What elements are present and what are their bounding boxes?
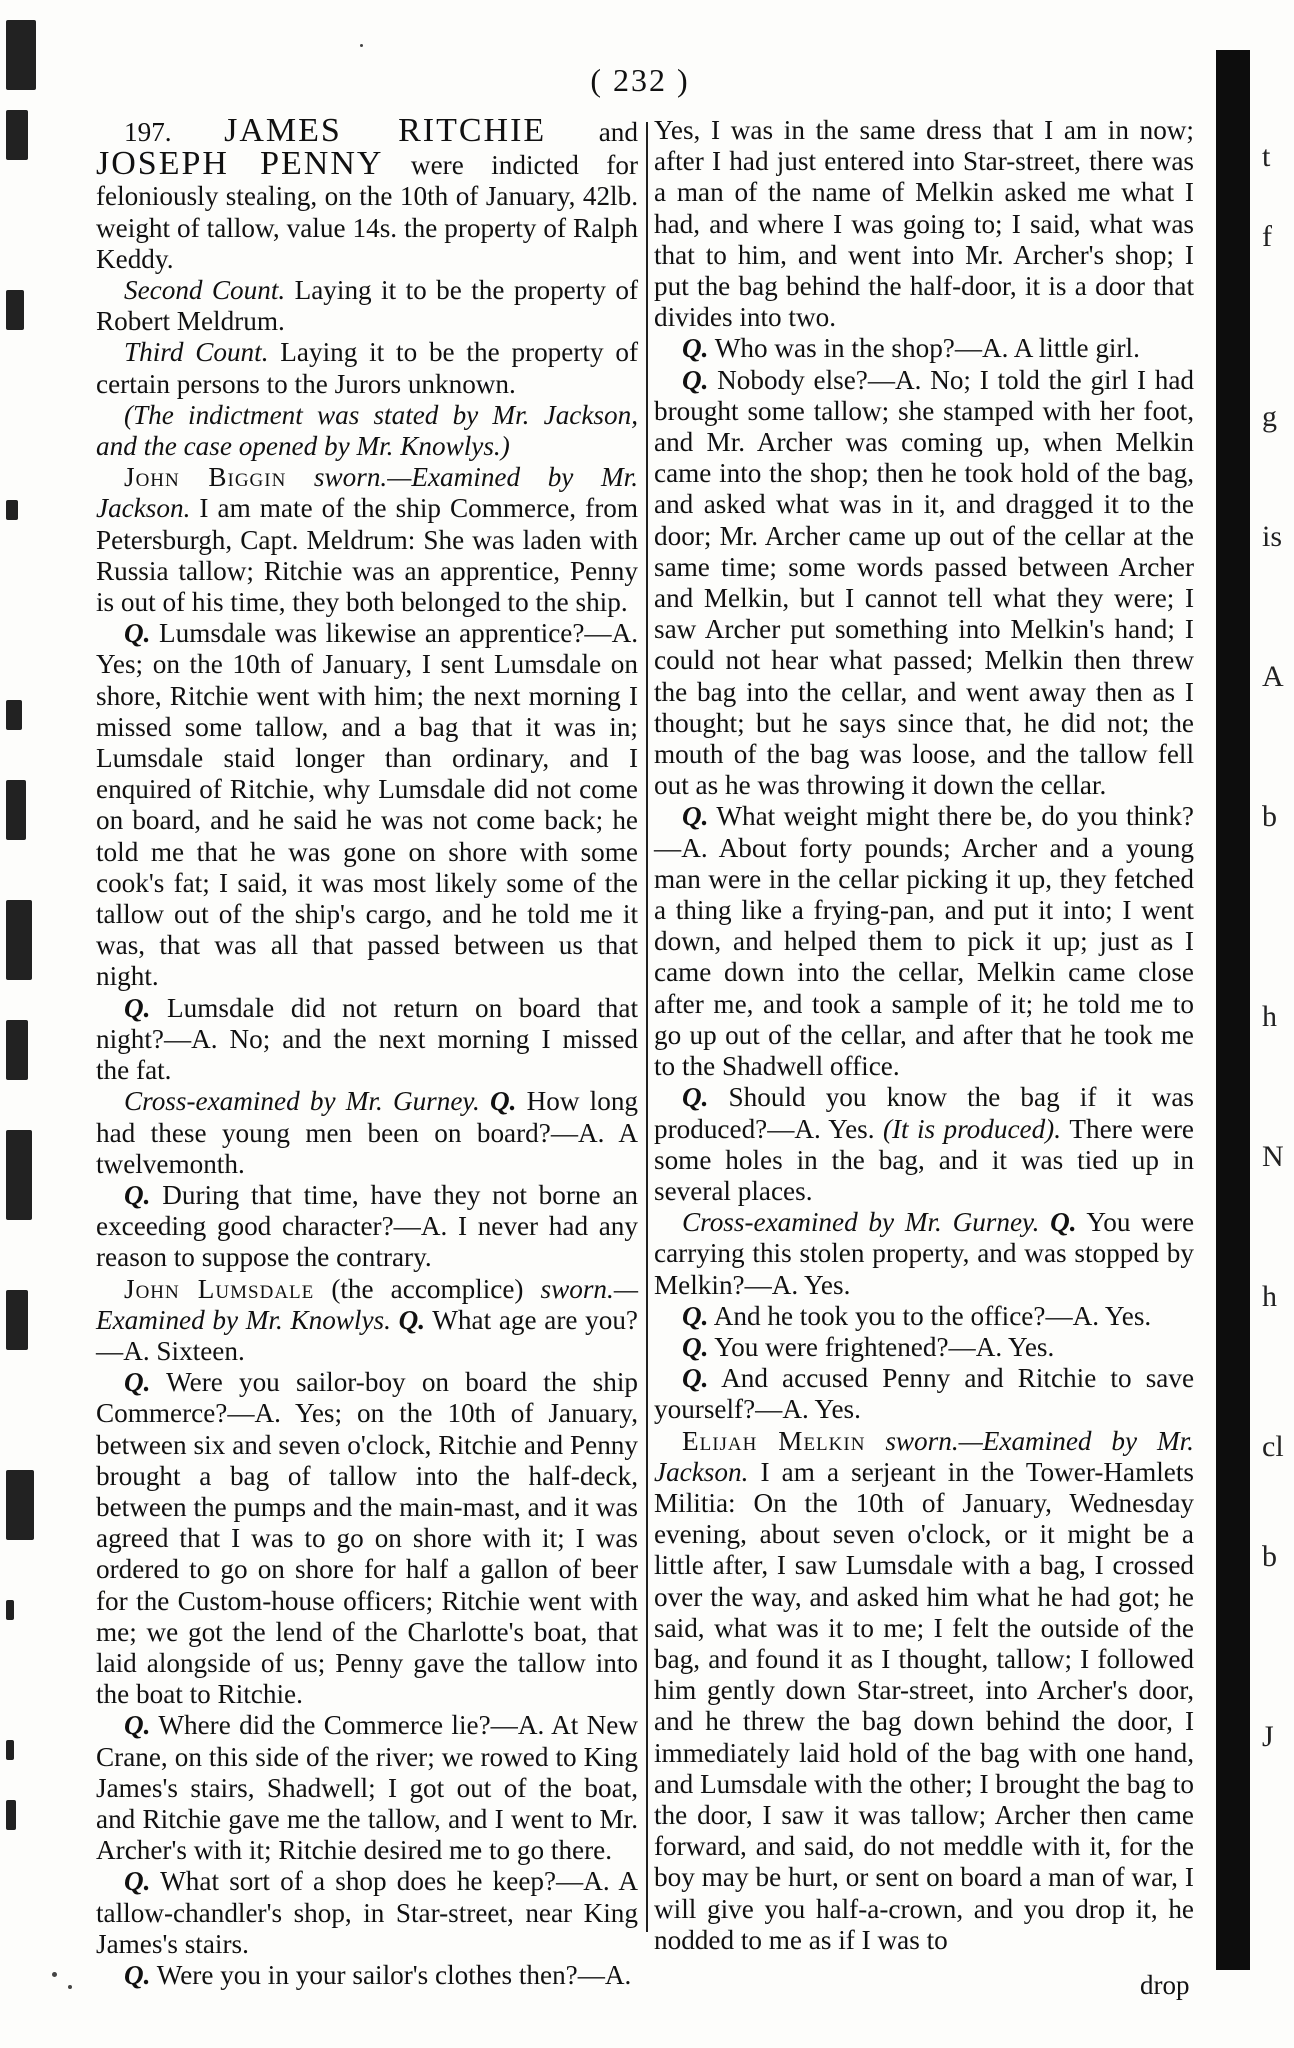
melkin-testimony: Elijah Melkin sworn.—Examined by Mr. Jackson. I am a serjeant in the Tower-Hamlets Militia: On the 10th of January, Wednesday evening, about seven o'clock, or it might be a little after, I saw Lumsdale with a bag, I crossed over the way, and asked him what he had got; he said, what was it to me; I felt the outside of the bag, and found it as I thought, tallow; I followed him gently down Star-street, into Archer's door, and he threw the bag down behind the door, I immediately laid hold of the bag with one hand, and Lumsdale with the other; I brought the bag to the door, I saw it was tallow; Archer then came forward, and said, do not meddle with it, for the boy may be hurt, or sent on board a man of war, I will give you half-a-crown, and you drop it, he nodded to me as if I was to [654,1425,1194,1955]
speck [360,44,363,47]
question-weight: Q. What weight might there be, do you think?—A. About forty pounds; Archer and a young man were in the cellar picking it up, they fetched a thing like a frying-pan, and put it into; I went down, and helped them to pick it up; just as I came down into the cellar, Melkin came close after me, and took a sample of it; he told me to go up out of the cellar, and after that he took me to the Shadwell office. [654,801,1194,1082]
biggin-testimony: John Biggin sworn.—Examined by Mr. Jackson. I am mate of the ship Commerce, from Petersburgh, Capt. Meldrum: She was laden with Russia tallow; Ritchie was an apprentice, Penny is out of his time, they both belonged to the ship. [96,462,638,618]
page-number: ( 232 ) [590,62,690,98]
speck [68,1985,72,1989]
left-binding-margin [0,0,60,2048]
answer-continued: Yes, I was in the same dress that I am in now; after I had just entered into Star-street, there was a man of the name of Melkin asked me what I had, and where I was going to; I said, what was that to him, and went into Mr. Archer's shop; I put the bag behind the half-door, it is a door that divides into two. [654,115,1194,333]
adjacent-page-fragment: t f g is A b h N h cl b J [1262,140,1284,1753]
speck [52,1972,57,1977]
third-count: Third Count. Laying it to be the property of certain persons to the Jurors unknown. [96,337,638,399]
lumsdale-sworn: John Lumsdale (the accomplice) sworn.—Examined by Mr. Knowlys. Q. What age are you?—A. Sixteen. [96,1273,638,1366]
right-column [654,115,1194,1956]
question-sailor-boy: Q. Were you sailor-boy on board the ship Commerce?—A. Yes; on the 10th of January, between six and seven o'clock, Ritchie and Penny brought a bag of tallow into the half-deck, between the pumps and the main-mast, and it was agreed that I was to go on shore with it; I was ordered to go on shore for half a gallon of beer for the Custom-house officers; Ritchie went with me; we got the lend of the Charlotte's boat, that laid alongside of us; Penny gave the tallow into the boat to Ritchie. [96,1367,638,1710]
catchword: drop [1140,1970,1190,2000]
question-clothes: Q. Were you in your sailor's clothes then?—A. [124,1959,632,1990]
question-bag-produced: Q. Should you know the bag if it was produced?—A. Yes. (It is produced). There were some holes in the bag, and it was tied up in several places. [654,1082,1194,1206]
question-commerce-lie: Q. Where did the Commerce lie?—A. At New Crane, on this side of the river; we rowed to King James's stairs, Shadwell; I got out of the boat, and Ritchie gave me the tallow, and I went to Mr. Archer's with it; Ritchie desired me to go there. [96,1710,638,1866]
question-who-in-shop: Q. Who was in the shop?—A. A little girl. [682,333,1140,364]
question-shop: Q. What sort of a shop does he keep?—A. A tallow-chandler's shop, in Star-street, near King James's stairs. [96,1866,638,1959]
question-lumsdale-apprentice: Q. Lumsdale was likewise an apprentice?—A. Yes; on the 10th of January, I sent Lumsdale on shore, Ritchie went with him; the next morning I missed some tallow, and a bag that it was in; Lumsdale staid longer than ordinary, and I enquired of Ritchie, why Lumsdale did not come on board, and he said he was not come back; he told me that he was gone on shore with some cook's fat; I said, it was most likely some of the tallow out of the ship's cargo, and he told me it was, that was all that passed between us that night. [96,618,639,992]
question-nobody-else: Q. Nobody else?—A. No; I told the girl I had brought some tallow; she stamped with her foot, and Mr. Archer was coming up, when Melkin came into the shop; then he took hold of the bag, and asked what was in it, and dragged it to the door; Mr. Archer came up out of the cellar at the same time; some words passed between Archer and Melkin, but I cannot tell what they were; I saw Archer put something into Melkin's hand; I could not hear what passed; Melkin then threw the bag into the cellar, and went away then as I thought; but he says since that, he did not; the mouth of the bag was loose, and the tallow fell out as he was throwing it down the cellar. [654,364,1194,801]
cross-examination-lumsdale: Cross-examined by Mr. Gurney. Q. You were carrying this stolen property, and was stopped by Melkin?—A. Yes. [654,1207,1195,1300]
question-return-on-board: Q. Lumsdale did not return on board that night?—A. No; and the next morning I missed the fat. [96,992,639,1086]
second-count: Second Count. Laying it to be the property of Robert Meldrum. [96,275,639,337]
question-frightened: Q. You were frightened?—A. Yes. [682,1331,1055,1362]
cross-examination-biggin: Cross-examined by Mr. Gurney. Q. How long had these young men been on board?—A. A twelvemonth. [96,1086,639,1179]
case-note: (The indictment was stated by Mr. Jackson, and the case opened by Mr. Knowlys.) [96,399,638,462]
column-divider [646,122,648,1932]
right-dark-band [1216,50,1250,1970]
indictment-paragraph: 197. JAMES RITCHIE and JOSEPH PENNY were indicted for feloniously stealing, on the 10th of January, 42lb. weight of tallow, value 14s. the property of Ralph Keddy. [96,112,638,274]
left-column [96,112,639,1991]
question-accused: Q. And accused Penny and Ritchie to save yourself?—A. Yes. [654,1363,1195,1425]
question-character: Q. During that time, have they not borne an exceeding good character?—A. I never had any reason to suppose the contrary. [96,1179,639,1273]
question-office: Q. And he took you to the office?—A. Yes. [682,1300,1152,1331]
